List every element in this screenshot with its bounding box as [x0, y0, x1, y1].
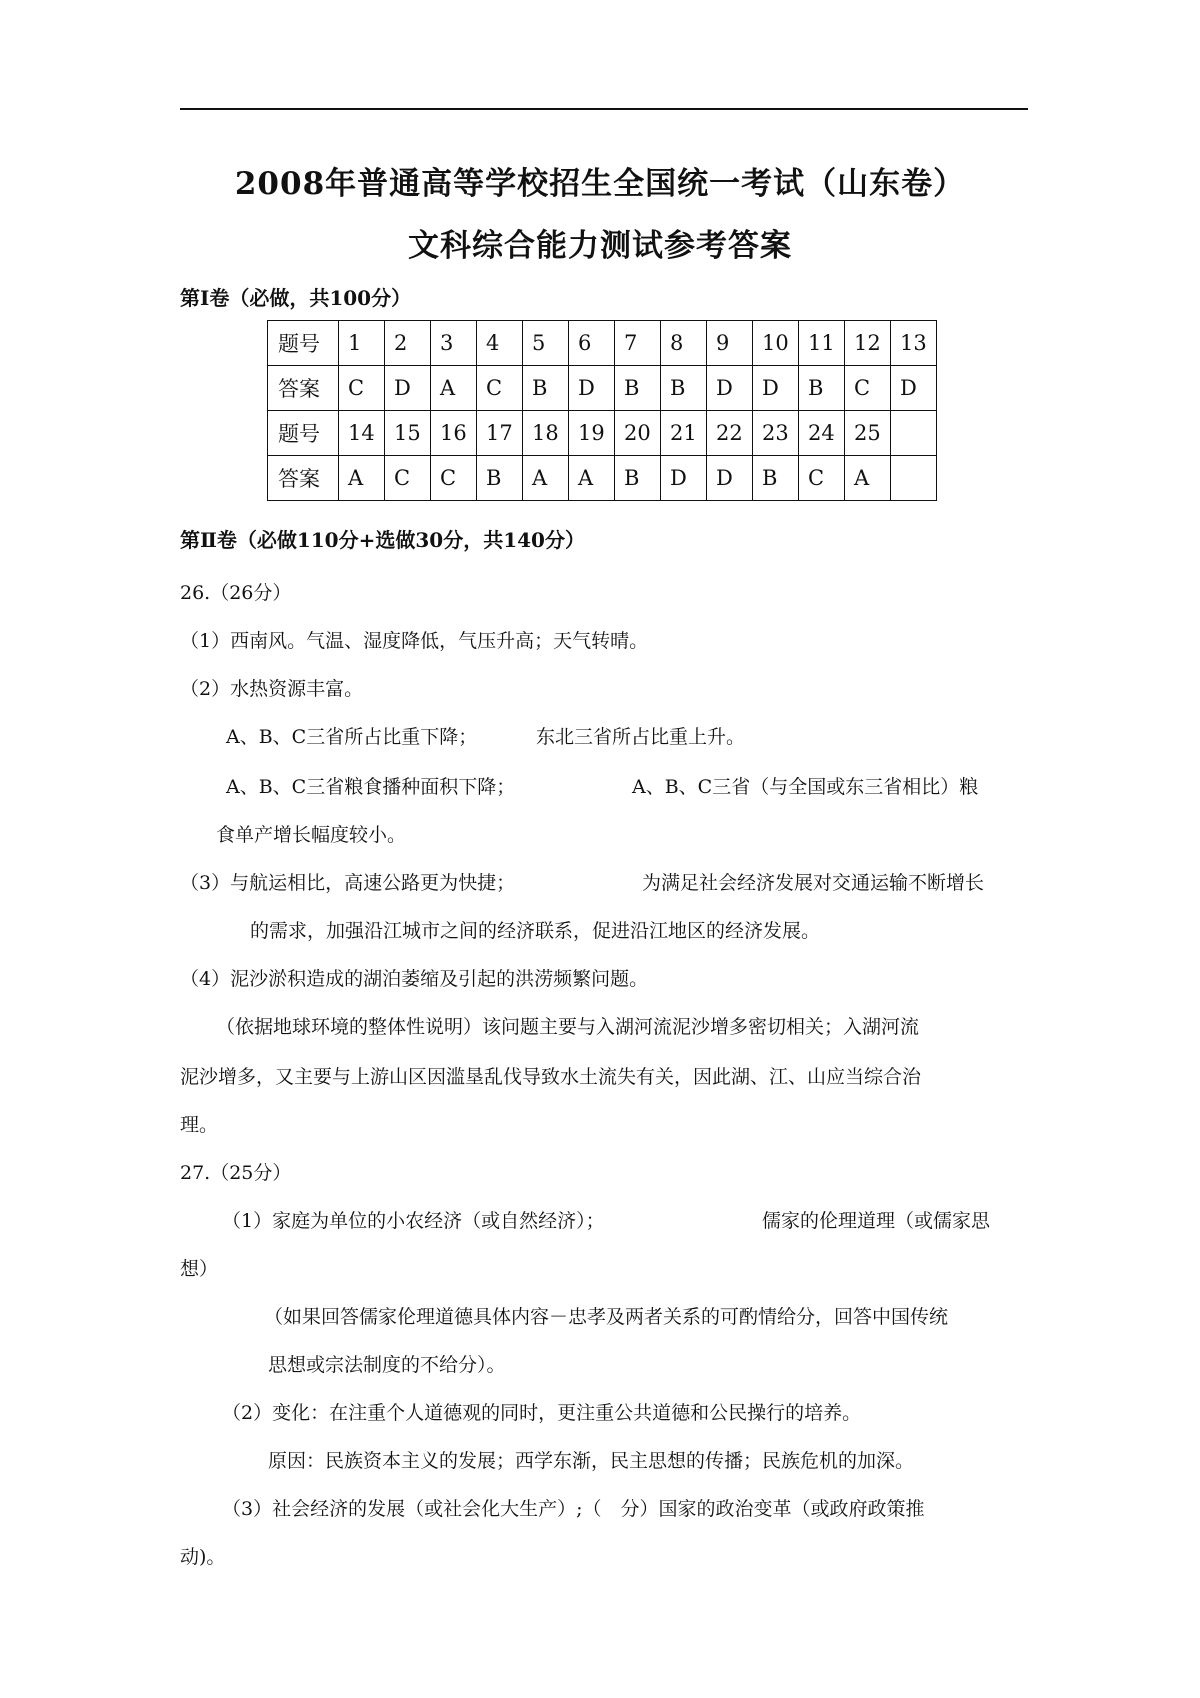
table-cell: 13	[891, 321, 937, 366]
table-cell: B	[661, 366, 707, 411]
table-cell: 14	[339, 411, 385, 456]
q26-part4-explain-1: （依据地球环境的整体性说明）该问题主要与入湖河流泥沙增多密切相关；入湖河流	[216, 1016, 920, 1038]
row-label: 题号	[268, 411, 339, 456]
table-cell: 4	[477, 321, 523, 366]
table-cell: C	[339, 366, 385, 411]
top-rule	[180, 108, 1028, 110]
table-cell: D	[707, 366, 753, 411]
section2-heading: 第Ⅱ卷（必做110分+选做30分，共140分）	[180, 528, 585, 552]
q26-part2a-right: 东北三省所占比重上升。	[536, 726, 746, 748]
q26-part2a-left: A、B、C三省所占比重下降；	[226, 726, 478, 748]
table-cell: A	[569, 456, 615, 501]
table-cell: 24	[799, 411, 845, 456]
table-cell: 5	[523, 321, 569, 366]
q26-part2b-right: A、B、C三省（与全国或东三省相比）粮	[632, 776, 979, 798]
q26-part2: （2）水热资源丰富。	[180, 678, 364, 700]
table-row-answers-2	[268, 456, 937, 501]
table-row-answers-1	[268, 366, 937, 411]
table-cell: 2	[385, 321, 431, 366]
table-cell: 23	[753, 411, 799, 456]
table-cell: D	[385, 366, 431, 411]
table-cell: 22	[707, 411, 753, 456]
table-cell: 9	[707, 321, 753, 366]
table-cell: 11	[799, 321, 845, 366]
page-subtitle: 文科综合能力测试参考答案	[408, 228, 792, 264]
table-row-numbers-2	[268, 411, 937, 456]
table-cell: A	[523, 456, 569, 501]
row-label: 答案	[268, 456, 339, 501]
table-cell: 21	[661, 411, 707, 456]
row-label: 题号	[268, 321, 339, 366]
q27-part2-reason: 原因：民族资本主义的发展；西学东渐，民主思想的传播；民族危机的加深。	[268, 1450, 915, 1472]
table-cell: B	[477, 456, 523, 501]
table-cell: 10	[753, 321, 799, 366]
q26-part2b-cont: 食单产增长幅度较小。	[216, 824, 407, 846]
table-cell: 19	[569, 411, 615, 456]
table-cell: C	[799, 456, 845, 501]
table-cell: A	[845, 456, 891, 501]
table-cell: 18	[523, 411, 569, 456]
table-cell: C	[477, 366, 523, 411]
q27-header: 27.（25分）	[180, 1162, 292, 1184]
q26-part4-explain-3: 理。	[180, 1114, 219, 1136]
q26-part3-left: （3）与航运相比，高速公路更为快捷；	[180, 872, 516, 894]
table-cell: C	[385, 456, 431, 501]
q26-header: 26.（26分）	[180, 582, 292, 604]
q26-part2b-left: A、B、C三省粮食播种面积下降；	[226, 776, 516, 798]
table-cell: D	[661, 456, 707, 501]
table-cell: 3	[431, 321, 477, 366]
q27-part1-note-2: 思想或宗法制度的不给分）。	[268, 1354, 506, 1376]
q27-part3-line1: （3）社会经济的发展（或社会化大生产）;（ 分）国家的政治变革（或政府政策推	[222, 1498, 925, 1520]
q27-part3-line2: 动)。	[180, 1546, 226, 1568]
q27-part1-note-1: （如果回答儒家伦理道德具体内容－忠孝及两者关系的可酌情给分，回答中国传统	[264, 1306, 949, 1328]
table-cell: D	[569, 366, 615, 411]
table-cell: A	[431, 366, 477, 411]
q26-part1: （1）西南风。气温、湿度降低，气压升高；天气转晴。	[180, 630, 649, 652]
table-cell: D	[707, 456, 753, 501]
q26-part4: （4）泥沙淤积造成的湖泊萎缩及引起的洪涝频繁问题。	[180, 968, 649, 990]
table-cell	[891, 456, 937, 501]
table-cell: D	[891, 366, 937, 411]
q26-part3-cont: 的需求，加强沿江城市之间的经济联系，促进沿江地区的经济发展。	[250, 920, 821, 942]
table-cell: A	[339, 456, 385, 501]
q26-part4-explain-2: 泥沙增多，又主要与上游山区因滥垦乱伐导致水土流失有关，因此湖、江、山应当综合治	[180, 1066, 922, 1088]
table-cell: 1	[339, 321, 385, 366]
table-cell: B	[753, 456, 799, 501]
table-cell: 16	[431, 411, 477, 456]
table-cell: B	[615, 456, 661, 501]
table-cell: 15	[385, 411, 431, 456]
answer-table	[267, 320, 937, 501]
table-cell	[891, 411, 937, 456]
table-cell: 8	[661, 321, 707, 366]
q27-part1-cont: 想）	[180, 1258, 219, 1280]
q26-part3-right: 为满足社会经济发展对交通运输不断增长	[642, 872, 985, 894]
table-cell: D	[753, 366, 799, 411]
table-cell: 20	[615, 411, 661, 456]
section1-heading: 第Ⅰ卷（必做，共100分）	[180, 286, 412, 310]
table-cell: 25	[845, 411, 891, 456]
q27-part2-change: （2）变化：在注重个人道德观的同时，更注重公共道德和公民操行的培养。	[222, 1402, 862, 1424]
table-cell: C	[845, 366, 891, 411]
q27-part1-right: 儒家的伦理道理（或儒家思	[762, 1210, 991, 1232]
page-title: 2008年普通高等学校招生全国统一考试（山东卷）	[234, 166, 966, 202]
row-label: 答案	[268, 366, 339, 411]
table-cell: B	[523, 366, 569, 411]
table-cell: 7	[615, 321, 661, 366]
table-cell: 6	[569, 321, 615, 366]
table-cell: B	[615, 366, 661, 411]
table-cell: C	[431, 456, 477, 501]
table-cell: 12	[845, 321, 891, 366]
table-row-numbers-1	[268, 321, 937, 366]
q27-part1-left: （1）家庭为单位的小农经济（或自然经济）；	[222, 1210, 605, 1232]
table-cell: B	[799, 366, 845, 411]
table-cell: 17	[477, 411, 523, 456]
